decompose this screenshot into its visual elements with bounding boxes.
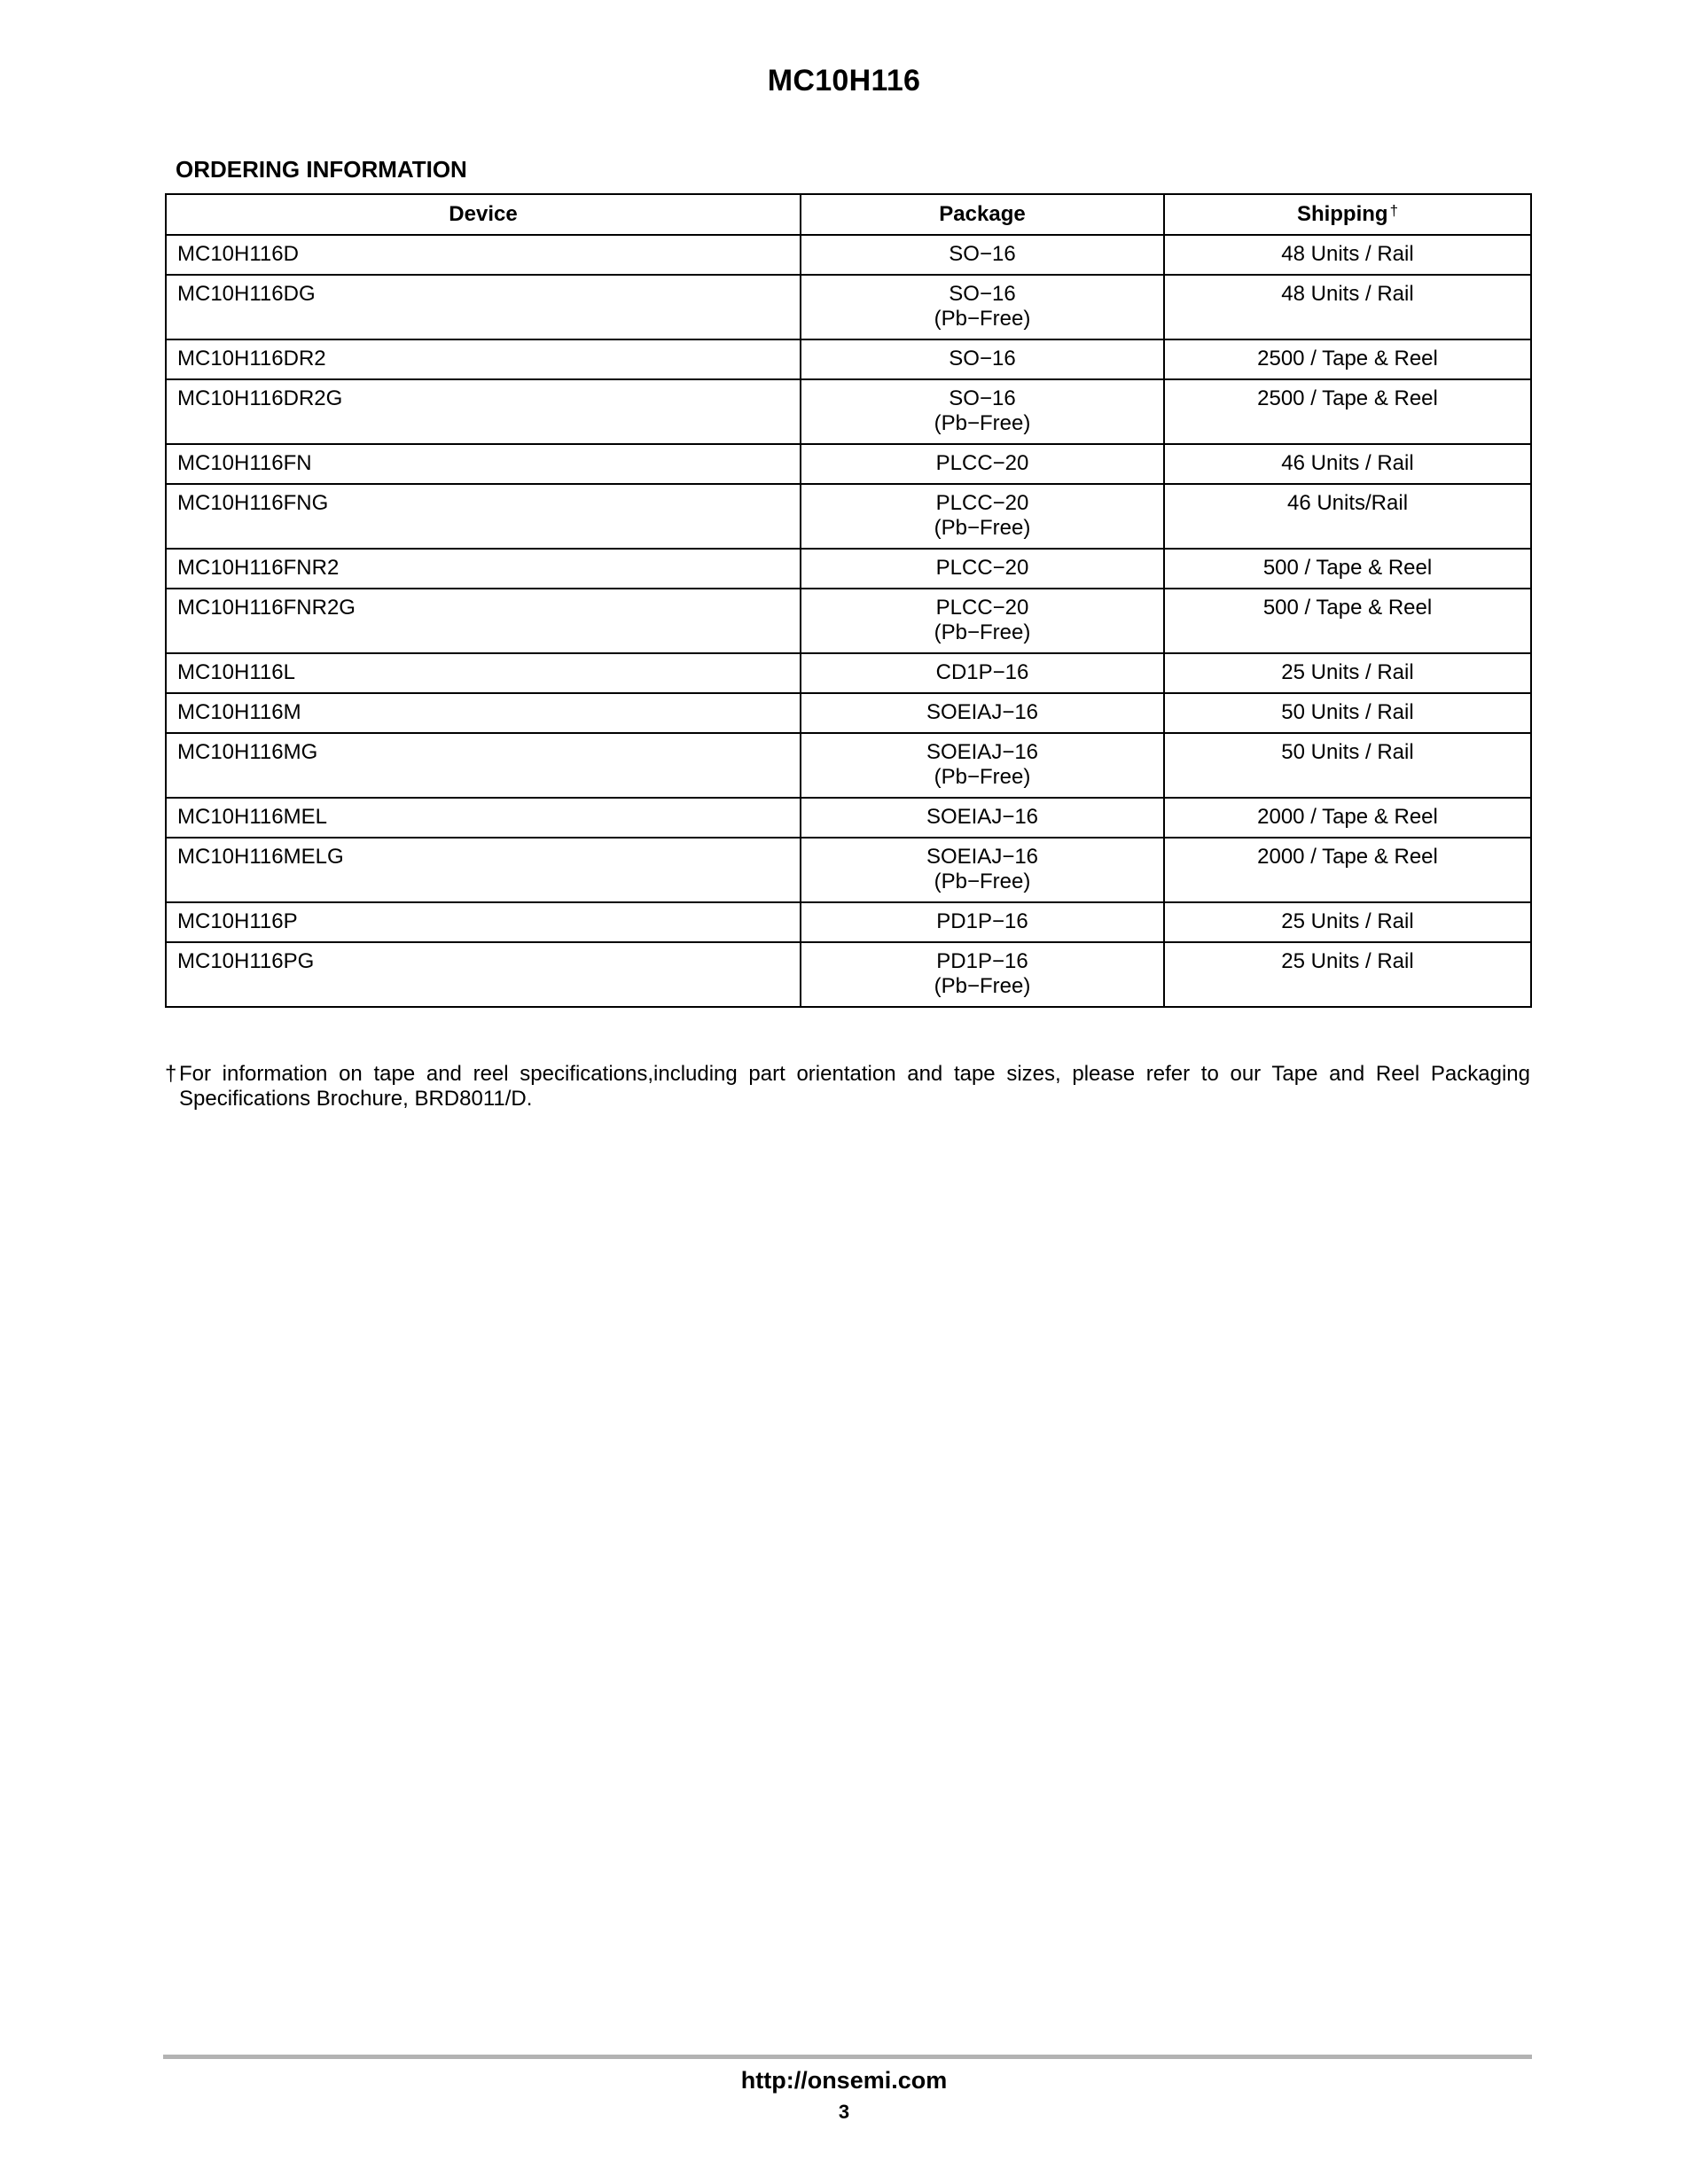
table-row [166, 902, 1531, 942]
device-cell: MC10H116P [166, 902, 801, 942]
dagger-footnote-mark: † [1389, 202, 1399, 219]
package-name: PLCC−20 [935, 451, 1029, 475]
package-name: SO−16 [949, 386, 1016, 410]
footer-divider [163, 2055, 1532, 2059]
shipping-cell: 25 Units / Rail [1164, 942, 1531, 1007]
package-cell [801, 444, 1164, 484]
package-note: (Pb−Free) [934, 870, 1031, 893]
table-row [166, 275, 1531, 339]
table-row [166, 444, 1531, 484]
package-name: CD1P−16 [935, 660, 1029, 684]
package-cell [801, 379, 1164, 444]
ordering-table-body [166, 235, 1531, 1007]
package-name: PLCC−20 [935, 491, 1029, 515]
package-name: SOEIAJ−16 [926, 845, 1039, 869]
device-cell: MC10H116DR2G [166, 379, 801, 444]
package-cell [801, 902, 1164, 942]
table-row [166, 235, 1531, 275]
device-cell: MC10H116FNR2G [166, 589, 801, 653]
device-cell: MC10H116MELG [166, 838, 801, 902]
ordering-information-heading: ORDERING INFORMATION [176, 156, 467, 183]
column-header-package-label: Package [939, 202, 1026, 226]
column-header-device-label: Device [449, 202, 518, 226]
table-row [166, 838, 1531, 902]
device-cell: MC10H116FN [166, 444, 801, 484]
package-note: (Pb−Free) [934, 307, 1031, 331]
package-cell [801, 589, 1164, 653]
device-cell: MC10H116MG [166, 733, 801, 798]
table-header-row [166, 194, 1531, 235]
device-cell: MC10H116M [166, 693, 801, 733]
page-number: 3 [838, 2101, 850, 2123]
table-row [166, 798, 1531, 838]
device-cell: MC10H116DR2 [166, 339, 801, 379]
table-row [166, 733, 1531, 798]
package-note: (Pb−Free) [934, 516, 1031, 540]
package-name: PLCC−20 [935, 596, 1029, 620]
device-cell: MC10H116FNR2 [166, 549, 801, 589]
package-note: (Pb−Free) [934, 974, 1031, 998]
shipping-cell: 25 Units / Rail [1164, 653, 1531, 693]
package-cell [801, 838, 1164, 902]
ordering-table [165, 193, 1532, 1008]
shipping-cell: 46 Units / Rail [1164, 444, 1531, 484]
table-row [166, 589, 1531, 653]
package-name: SOEIAJ−16 [926, 700, 1039, 724]
shipping-cell: 25 Units / Rail [1164, 902, 1531, 942]
package-name: SOEIAJ−16 [926, 805, 1039, 829]
device-cell: MC10H116FNG [166, 484, 801, 549]
package-cell [801, 693, 1164, 733]
shipping-cell: 500 / Tape & Reel [1164, 589, 1531, 653]
package-name: SOEIAJ−16 [926, 740, 1039, 764]
footnote [165, 1062, 1530, 1112]
table-row [166, 693, 1531, 733]
table-row [166, 484, 1531, 549]
package-cell [801, 339, 1164, 379]
package-name: PD1P−16 [936, 949, 1028, 973]
package-name: PLCC−20 [935, 556, 1029, 580]
shipping-cell: 46 Units/Rail [1164, 484, 1531, 549]
device-cell: MC10H116D [166, 235, 801, 275]
package-note: (Pb−Free) [934, 411, 1031, 435]
package-name: SO−16 [949, 242, 1016, 266]
device-cell: MC10H116MEL [166, 798, 801, 838]
shipping-cell: 2000 / Tape & Reel [1164, 798, 1531, 838]
table-row [166, 379, 1531, 444]
table-row [166, 339, 1531, 379]
device-cell: MC10H116PG [166, 942, 801, 1007]
footer-url-link[interactable]: http://onsemi.com [740, 2067, 948, 2094]
shipping-cell: 50 Units / Rail [1164, 693, 1531, 733]
column-header-device [166, 194, 801, 235]
table-row [166, 549, 1531, 589]
footnote-text: For information on tape and reel specifications,including part orientation and tape sizes, please refer to our Tape and Reel Packaging Specifications Brochure, BRD8011/D. [179, 1062, 1530, 1111]
package-cell [801, 733, 1164, 798]
package-cell [801, 942, 1164, 1007]
column-header-shipping-label: Shipping [1296, 202, 1388, 226]
package-name: SO−16 [949, 282, 1016, 306]
column-header-package [801, 194, 1164, 235]
footnote-dagger: † [165, 1062, 177, 1086]
shipping-cell: 48 Units / Rail [1164, 235, 1531, 275]
shipping-cell: 50 Units / Rail [1164, 733, 1531, 798]
shipping-cell: 48 Units / Rail [1164, 275, 1531, 339]
shipping-cell: 2500 / Tape & Reel [1164, 379, 1531, 444]
shipping-cell: 2000 / Tape & Reel [1164, 838, 1531, 902]
device-cell: MC10H116DG [166, 275, 801, 339]
package-cell [801, 653, 1164, 693]
package-note: (Pb−Free) [934, 620, 1031, 644]
device-cell: MC10H116L [166, 653, 801, 693]
document-title: MC10H116 [767, 64, 921, 98]
package-cell [801, 275, 1164, 339]
package-name: PD1P−16 [936, 909, 1028, 933]
package-cell [801, 484, 1164, 549]
package-cell [801, 798, 1164, 838]
column-header-shipping [1164, 194, 1531, 235]
package-note: (Pb−Free) [934, 765, 1031, 789]
table-row [166, 942, 1531, 1007]
package-name: SO−16 [949, 347, 1016, 370]
shipping-cell: 500 / Tape & Reel [1164, 549, 1531, 589]
package-cell [801, 235, 1164, 275]
table-row [166, 653, 1531, 693]
package-cell [801, 549, 1164, 589]
shipping-cell: 2500 / Tape & Reel [1164, 339, 1531, 379]
